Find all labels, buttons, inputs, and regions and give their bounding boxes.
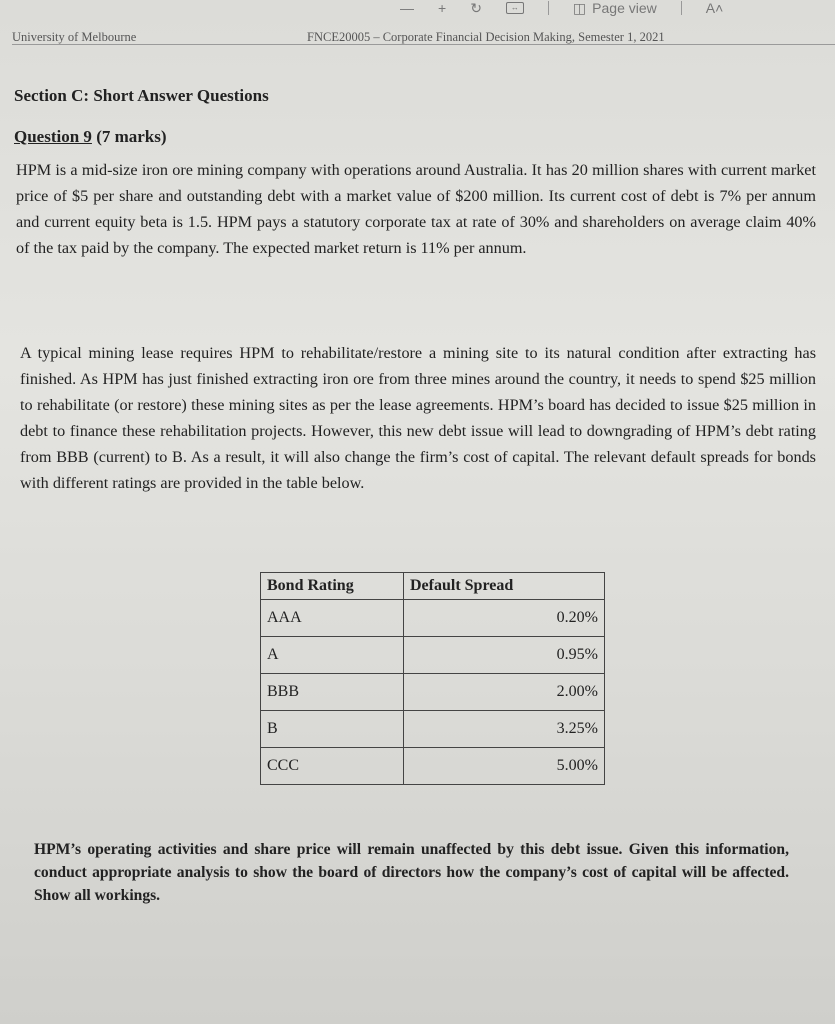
column-header-bond-rating: Bond Rating: [261, 573, 404, 600]
default-spread-cell: 5.00%: [404, 748, 605, 785]
read-aloud-icon[interactable]: ↻: [470, 0, 482, 16]
fit-page-icon[interactable]: ↔: [506, 2, 524, 14]
header-course: FNCE20005 – Corporate Financial Decision Making, Semester 1, 2021: [307, 30, 665, 44]
default-spread-table: [260, 572, 605, 785]
default-spread-cell: 0.20%: [404, 600, 605, 637]
table-row: [261, 711, 605, 748]
bond-rating-cell: BBB: [261, 674, 404, 711]
default-spread-cell: 3.25%: [404, 711, 605, 748]
table-row: [261, 748, 605, 785]
bond-rating-cell: B: [261, 711, 404, 748]
page-view-button[interactable]: [573, 0, 657, 17]
font-size-button[interactable]: A˄: [705, 0, 724, 16]
default-spread-cell: 2.00%: [404, 674, 605, 711]
viewer-toolbar: [400, 0, 835, 16]
page-view-label: Page view: [592, 0, 657, 16]
question-marks: (7 marks): [96, 127, 167, 146]
document-header: [12, 30, 835, 45]
table-row: [261, 674, 605, 711]
zoom-out-button[interactable]: —: [400, 0, 414, 16]
header-university: University of Melbourne: [12, 30, 137, 44]
bond-rating-cell: A: [261, 637, 404, 674]
bond-rating-cell: CCC: [261, 748, 404, 785]
default-spread-cell: 0.95%: [404, 637, 605, 674]
page-view-icon: ◫: [572, 0, 587, 16]
bond-rating-cell: AAA: [261, 600, 404, 637]
question-paragraph-3: HPM’s operating activities and share price will remain unaffected by this debt issue. Given this information, conduct appropriate analysis to show the board of directors how the company’s cost of capital will be affected. Show all workings.: [34, 841, 789, 904]
zoom-in-button[interactable]: +: [438, 0, 447, 16]
question-paragraph-2: A typical mining lease requires HPM to rehabilitate/restore a mining site to its natural condition after extracting has finished. As HPM has just finished extracting iron ore from three mines around the country, it needs to spend $25 million to rehabilitate (or restore) these mining sites as per the lease agreements. HPM’s board has decided to issue $25 million in debt to finance these rehabilitation projects. However, this new debt issue will lead to downgrading of HPM’s debt rating from BBB (current) to B. As a result, it will also change the firm’s cost of capital. The relevant default spreads for bonds with different ratings are provided in the table below.: [20, 344, 816, 492]
table-row: [261, 600, 605, 637]
toolbar-divider: [548, 1, 549, 15]
question-title: [14, 127, 167, 147]
table-header-row: [261, 573, 605, 600]
toolbar-divider: [681, 1, 682, 15]
question-paragraph-1: HPM is a mid-size iron ore mining company with operations around Australia. It has 20 million shares with current market price of $5 per share and outstanding debt with a market value of $200 million. Its current cost of debt is 7% per annum and current equity beta is 1.5. HPM pays a statutory corporate tax at rate of 30% and shareholders on average claim 40% of the tax paid by the company. The expected market return is 11% per annum.: [16, 161, 816, 257]
column-header-default-spread: Default Spread: [404, 573, 605, 600]
section-title: Section C: Short Answer Questions: [14, 86, 269, 105]
table-row: [261, 637, 605, 674]
question-number: Question 9: [14, 127, 92, 146]
